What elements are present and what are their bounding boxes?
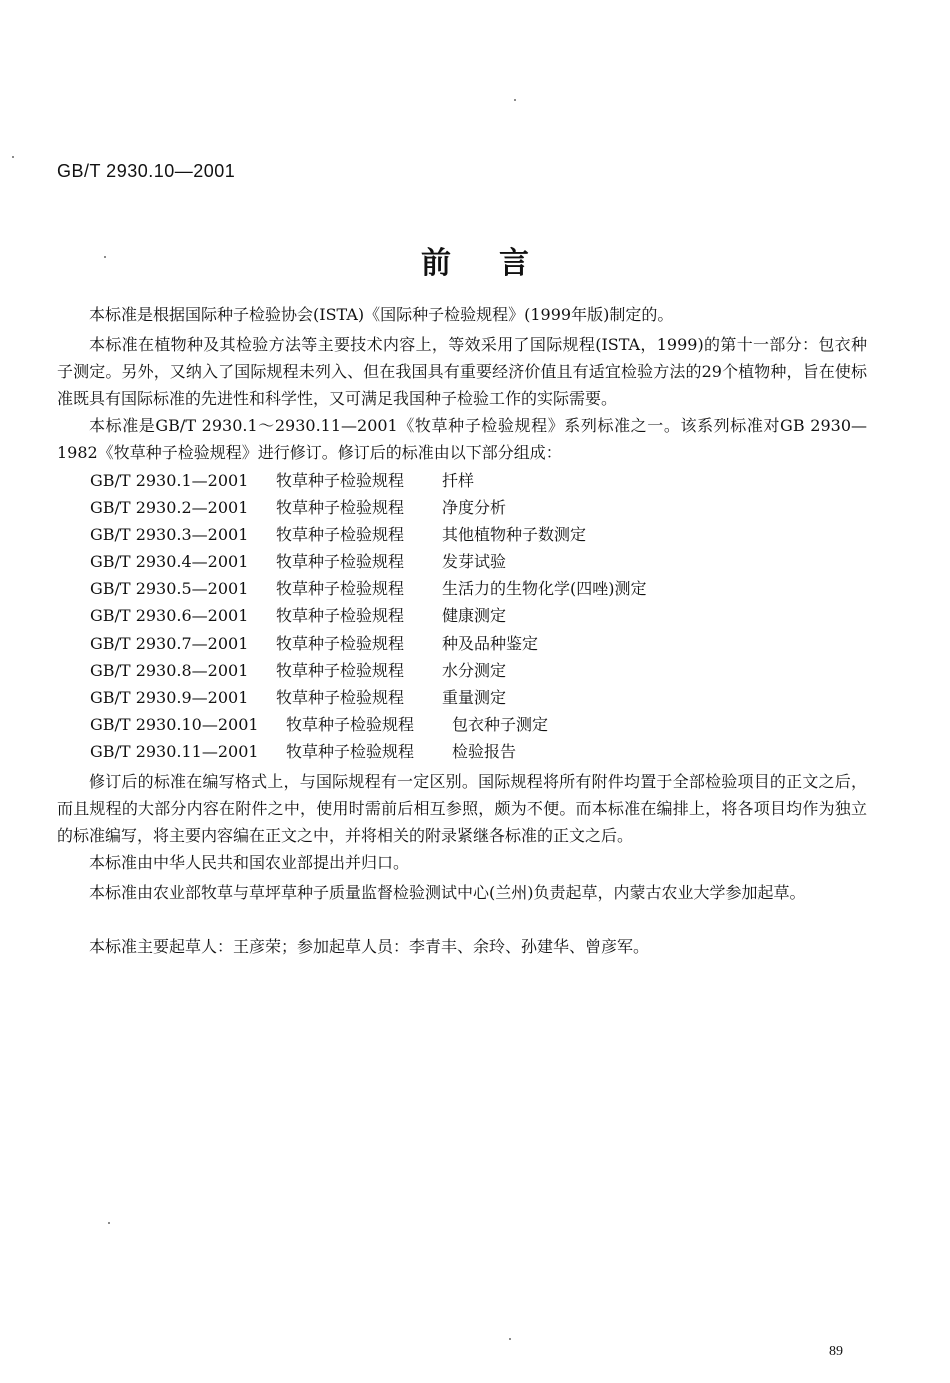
parts-list [90,467,647,765]
part-series: 牧草种子检验规程 [286,741,415,761]
part-code: GB/T 2930.4—2001 [90,552,249,572]
part-code: GB/T 2930.6—2001 [90,606,249,626]
paragraph-authors: 本标准主要起草人：王彦荣；参加起草人员：李青丰、余玲、孙建华、曾彦军。 [89,937,650,956]
part-name: 生活力的生物化学(四唑)测定 [442,579,647,599]
list-item [90,738,647,765]
list-item [90,467,647,494]
part-code: GB/T 2930.2—2001 [90,498,249,518]
page-title: 前言 [421,246,577,281]
part-name: 净度分析 [442,498,507,518]
part-code: GB/T 2930.9—2001 [90,687,249,707]
part-name: 种及品种鉴定 [442,633,539,653]
list-item [90,602,647,629]
scan-speck [104,256,106,258]
part-series: 牧草种子检验规程 [276,471,405,490]
part-name: 重量测定 [442,687,507,707]
part-name: 检验报告 [452,741,517,761]
part-code: GB/T 2930.8—2001 [90,660,249,680]
part-code: GB/T 2930.3—2001 [90,525,249,545]
page-number: 89 [829,1344,843,1359]
part-name: 发芽试验 [442,552,507,572]
list-item [90,548,647,575]
list-item [90,494,647,521]
part-code: GB/T 2930.1—2001 [90,471,249,490]
list-item [90,521,647,548]
paragraph-drafter: 本标准由农业部牧草与草坪草种子质量监督检验测试中心(兰州)负责起草，内蒙古农业大学参加起草。 [89,883,806,902]
paragraph-proposer: 本标准由中华人民共和国农业部提出并归口。 [89,853,410,872]
paragraph-series: 本标准是GB/T 2930.1～2930.11—2001《牧草种子检验规程》系列标准之一。该系列标准对GB 2930—1982《牧草种子检验规程》进行修订。修订后的标准由以下部分组成： [57,416,867,462]
part-series: 牧草种子检验规程 [276,606,405,626]
scan-speck [108,1222,110,1224]
part-series: 牧草种子检验规程 [286,714,415,734]
part-name: 其他植物种子数测定 [442,525,587,545]
part-series: 牧草种子检验规程 [276,552,405,572]
part-code: GB/T 2930.10—2001 [90,714,259,734]
part-series: 牧草种子检验规程 [276,498,405,518]
scan-speck [509,1338,511,1340]
part-series: 牧草种子检验规程 [276,579,405,599]
part-code: GB/T 2930.5—2001 [90,579,249,599]
part-name: 扦样 [442,471,475,490]
list-item [90,657,647,684]
list-item [90,684,647,711]
list-item [90,711,647,738]
part-name: 健康测定 [442,606,507,626]
part-name: 包衣种子测定 [452,714,549,734]
part-series: 牧草种子检验规程 [276,525,405,545]
part-code: GB/T 2930.11—2001 [90,741,259,761]
part-series: 牧草种子检验规程 [276,687,405,707]
paragraph-adoption: 本标准在植物种及其检验方法等主要技术内容上，等效采用了国际规程(ISTA，1999)的第十一部分：包衣种子测定。另外，又纳入了国际规程未列入、但在我国具有重要经济价值且有适宜检验方法的29个植物种，旨在使标准既具有国际标准的先进性和科学性，又可满足我国种子检验工作的实际需要。 [57,335,867,408]
list-item [90,630,647,657]
standard-code: GB/T 2930.10—2001 [57,161,236,181]
part-name: 水分测定 [442,660,507,680]
part-series: 牧草种子检验规程 [276,660,405,680]
paragraph-format: 修订后的标准在编写格式上，与国际规程有一定区别。国际规程将所有附件均置于全部检验项目的正文之后，而且规程的大部分内容在附件之中，使用时需前后相互参照，颇为不便。而本标准在编排上，将各项目均作为独立的标准编写，将主要内容编在正文之中，并将相关的附录紧继各标准的正文之后。 [57,772,867,845]
paragraph-basis: 本标准是根据国际种子检验协会(ISTA)《国际种子检验规程》(1999年版)制定的。 [89,305,674,324]
scan-speck [12,156,14,158]
part-series: 牧草种子检验规程 [276,633,405,653]
scan-speck [514,99,516,101]
part-code: GB/T 2930.7—2001 [90,633,249,653]
list-item [90,575,647,602]
